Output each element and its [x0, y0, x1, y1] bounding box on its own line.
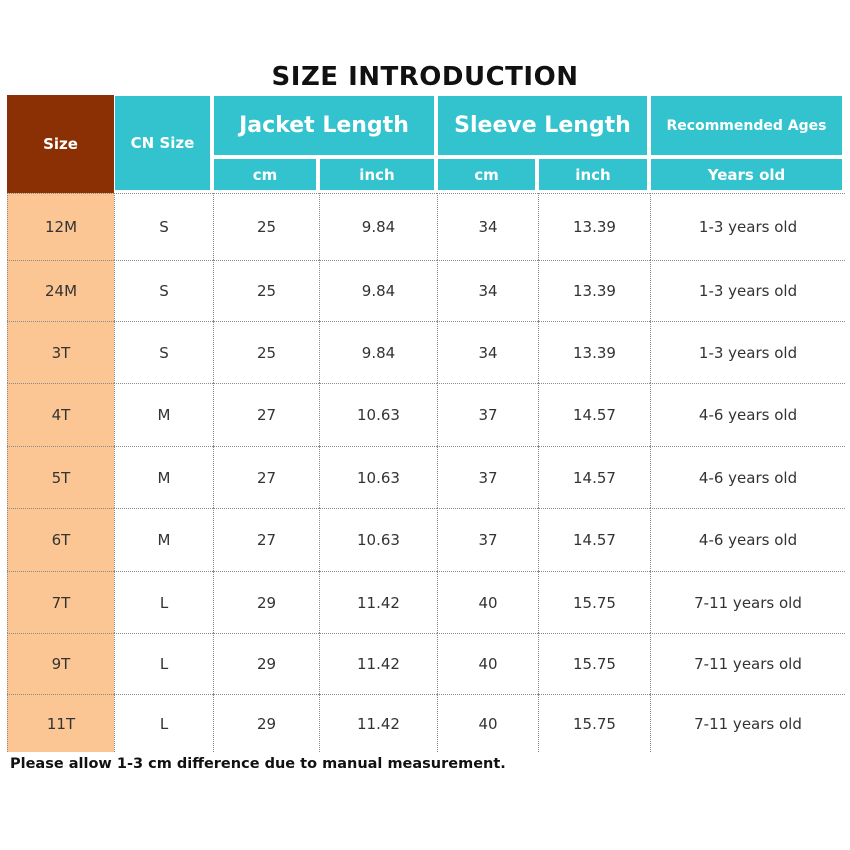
jacket-inch-cell: 11.42 — [319, 571, 437, 633]
size-header: Size — [7, 95, 114, 193]
recommended-age-cell: 7-11 years old — [650, 571, 845, 633]
cn-size-cell: M — [114, 446, 213, 508]
sleeve-cm-cell: 37 — [437, 508, 538, 571]
jacket-cm-cell: 25 — [213, 321, 319, 383]
recommended-age-cell: 7-11 years old — [650, 633, 845, 694]
jacket-inch-header: inch — [319, 158, 437, 193]
jacket-cm-cell: 27 — [213, 446, 319, 508]
size-cell: 4T — [7, 383, 114, 446]
jacket-cm-header: cm — [213, 158, 319, 193]
jacket-cm-cell: 27 — [213, 383, 319, 446]
cn-size-cell: S — [114, 321, 213, 383]
recommended-age-cell: 1-3 years old — [650, 193, 845, 260]
jacket-cm-cell: 29 — [213, 694, 319, 752]
recommended-ages-header: Recommended Ages — [650, 95, 845, 158]
cn-size-cell: S — [114, 193, 213, 260]
page-title: SIZE INTRODUCTION — [271, 62, 579, 92]
jacket-inch-cell: 9.84 — [319, 321, 437, 383]
cn-size-cell: L — [114, 694, 213, 752]
jacket-inch-cell: 9.84 — [319, 260, 437, 321]
jacket-inch-cell: 10.63 — [319, 446, 437, 508]
recommended-age-cell: 1-3 years old — [650, 260, 845, 321]
size-cell: 11T — [7, 694, 114, 752]
size-cell: 12M — [7, 193, 114, 260]
sleeve-inch-cell: 14.57 — [538, 508, 650, 571]
jacket-inch-cell: 9.84 — [319, 193, 437, 260]
sleeve-length-header: Sleeve Length — [437, 95, 650, 158]
cn-size-cell: M — [114, 508, 213, 571]
jacket-cm-cell: 25 — [213, 193, 319, 260]
sleeve-cm-cell: 34 — [437, 321, 538, 383]
sleeve-cm-cell: 34 — [437, 260, 538, 321]
jacket-inch-cell: 10.63 — [319, 508, 437, 571]
cn-size-cell: L — [114, 571, 213, 633]
jacket-inch-cell: 11.42 — [319, 694, 437, 752]
cn-size-cell: M — [114, 383, 213, 446]
sleeve-inch-header: inch — [538, 158, 650, 193]
jacket-inch-cell: 11.42 — [319, 633, 437, 694]
jacket-inch-cell: 10.63 — [319, 383, 437, 446]
years-old-header: Years old — [650, 158, 845, 193]
jacket-cm-cell: 27 — [213, 508, 319, 571]
size-table — [7, 95, 845, 752]
jacket-cm-cell: 29 — [213, 633, 319, 694]
sleeve-inch-cell: 15.75 — [538, 571, 650, 633]
recommended-age-cell: 4-6 years old — [650, 446, 845, 508]
size-cell: 5T — [7, 446, 114, 508]
size-cell: 7T — [7, 571, 114, 633]
cn-size-cell: S — [114, 260, 213, 321]
size-cell: 9T — [7, 633, 114, 694]
recommended-age-cell: 7-11 years old — [650, 694, 845, 752]
size-cell: 3T — [7, 321, 114, 383]
recommended-age-cell: 1-3 years old — [650, 321, 845, 383]
jacket-cm-cell: 25 — [213, 260, 319, 321]
sleeve-inch-cell: 13.39 — [538, 193, 650, 260]
sleeve-cm-cell: 40 — [437, 633, 538, 694]
sleeve-cm-cell: 37 — [437, 446, 538, 508]
cn-size-header: CN Size — [114, 95, 213, 193]
recommended-age-cell: 4-6 years old — [650, 508, 845, 571]
jacket-length-header: Jacket Length — [213, 95, 437, 158]
size-cell: 24M — [7, 260, 114, 321]
sleeve-cm-cell: 34 — [437, 193, 538, 260]
sleeve-inch-cell: 14.57 — [538, 446, 650, 508]
size-cell: 6T — [7, 508, 114, 571]
jacket-cm-cell: 29 — [213, 571, 319, 633]
recommended-age-cell: 4-6 years old — [650, 383, 845, 446]
sleeve-inch-cell: 13.39 — [538, 260, 650, 321]
measurement-note: Please allow 1-3 cm difference due to manual measurement. — [10, 756, 506, 772]
sleeve-cm-header: cm — [437, 158, 538, 193]
sleeve-inch-cell: 13.39 — [538, 321, 650, 383]
sleeve-inch-cell: 14.57 — [538, 383, 650, 446]
sleeve-cm-cell: 37 — [437, 383, 538, 446]
cn-size-cell: L — [114, 633, 213, 694]
sleeve-cm-cell: 40 — [437, 694, 538, 752]
sleeve-inch-cell: 15.75 — [538, 633, 650, 694]
sleeve-inch-cell: 15.75 — [538, 694, 650, 752]
sleeve-cm-cell: 40 — [437, 571, 538, 633]
